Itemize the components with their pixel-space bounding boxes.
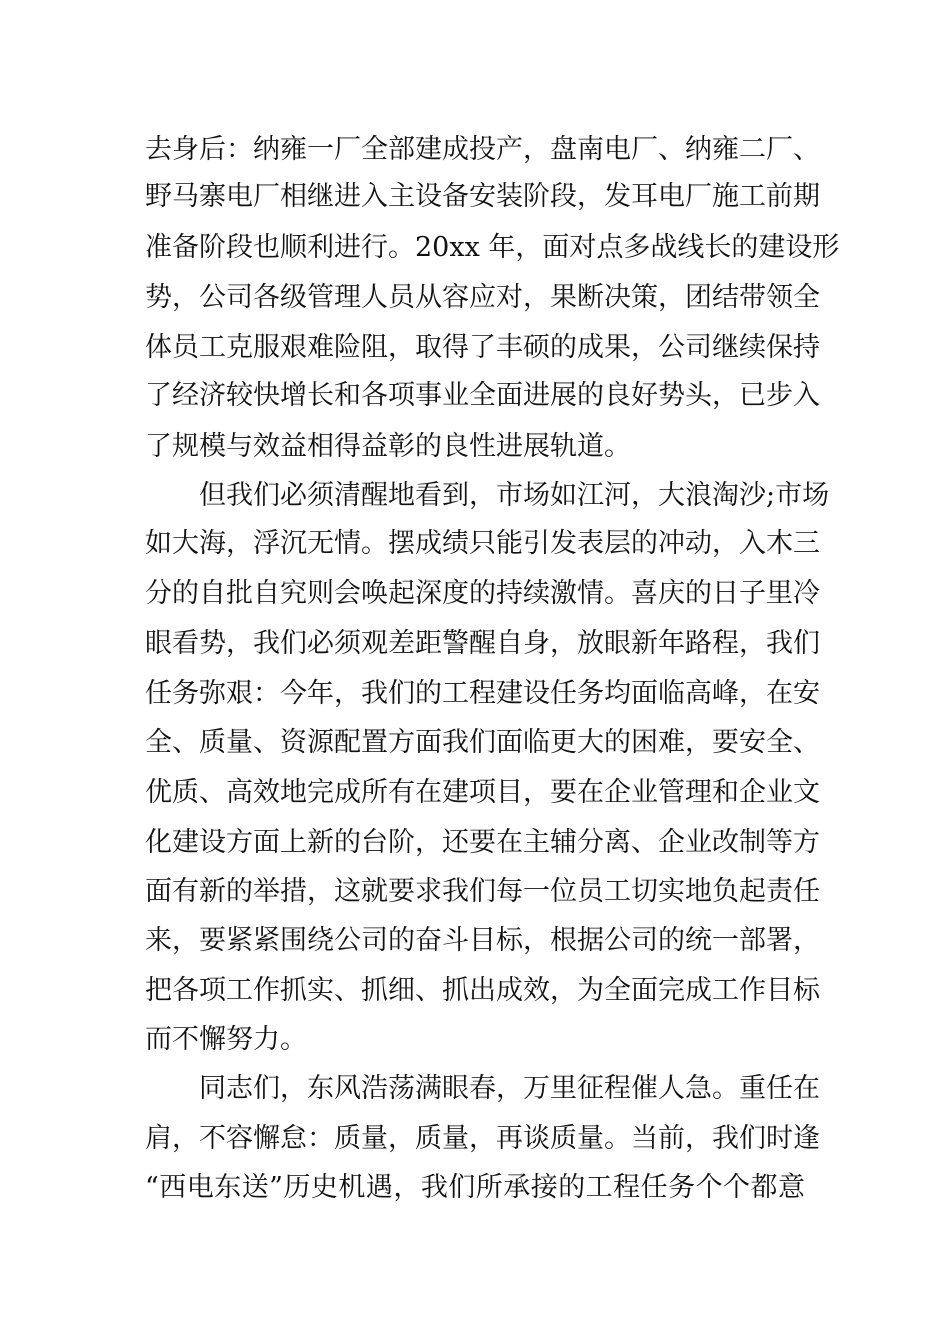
text-line: 了经济较快增长和各项事业全面进展的良好势头，已步入 <box>145 380 820 411</box>
text-line: 来，要紧紧围绕公司的奋斗目标，根据公司的统一部署， <box>145 925 820 956</box>
text-line: 把各项工作抓实、抓细、抓出成效，为全面完成工作目标 <box>145 975 820 1006</box>
text-line: “西电东送”历史机遇，我们所承接的工程任务个个都意 <box>145 1172 805 1203</box>
text-line: 但我们必须清醒地看到，市场如江河，大浪淘沙;市场 <box>199 480 830 511</box>
text-line: 野马寨电厂相继进入主设备安装阶段，发耳电厂施工前期 <box>145 181 820 212</box>
text-line: 去身后：纳雍一厂全部建成投产，盘南电厂、纳雍二厂、 <box>145 134 820 165</box>
text-line: 优质、高效地完成所有在建项目，要在企业管理和企业文 <box>145 777 820 808</box>
text-line: 化建设方面上新的台阶，还要在主辅分离、企业改制等方 <box>145 827 820 858</box>
text-line: 如大海，浮沉无情。摆成绩只能引发表层的冲动，入木三 <box>145 528 820 559</box>
text-line: 肩，不容懈怠：质量，质量，再谈质量。当前，我们时逢 <box>145 1123 820 1154</box>
text-line: 了规模与效益相得益彰的良性进展轨道。 <box>145 431 631 462</box>
text-line: 而不懈努力。 <box>145 1024 307 1055</box>
text-line: 体员工克服艰难险阻，取得了丰硕的成果，公司继续保持 <box>145 332 820 363</box>
text-line: 眼看势，我们必须观差距警醒自身，放眼新年路程，我们 <box>145 628 820 659</box>
text-line: 准备阶段也顺利进行。20xx 年，面对点多战线长的建设形 <box>145 232 840 263</box>
text-line: 势，公司各级管理人员从容应对，果断决策，团结带领全 <box>145 282 820 313</box>
text-line: 同志们，东风浩荡满眼春，万里征程催人急。重任在 <box>199 1073 820 1104</box>
text-line: 分的自批自究则会唤起深度的持续激情。喜庆的日子里冷 <box>145 578 820 609</box>
text-line: 面有新的举措，这就要求我们每一位员工切实地负起责任 <box>145 876 820 907</box>
text-line: 全、质量、资源配置方面我们面临更大的困难，要安全、 <box>145 727 820 758</box>
text-line: 任务弥艰：今年，我们的工程建设任务均面临高峰，在安 <box>145 678 820 709</box>
